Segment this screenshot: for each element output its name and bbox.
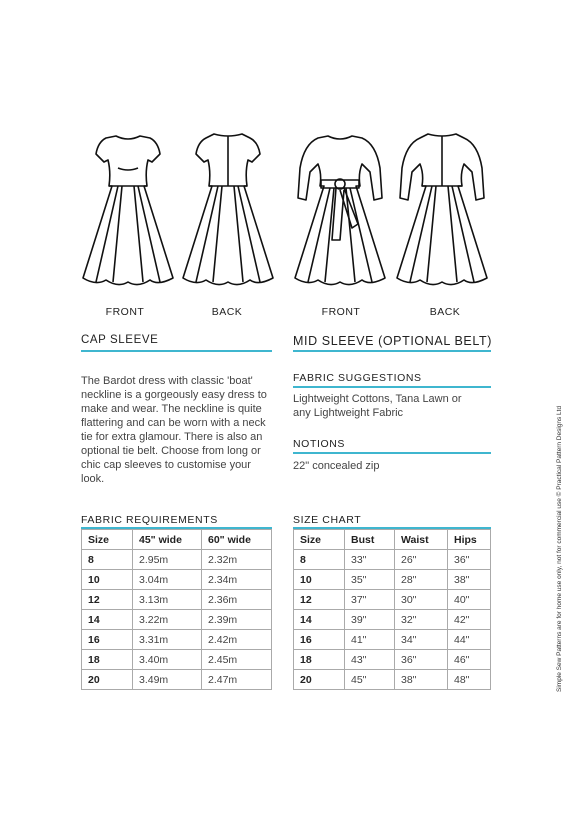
table-cell: 30": [395, 590, 448, 610]
table-cell: 2.95m: [133, 550, 202, 570]
table-cell: 3.49m: [133, 670, 202, 690]
cap-sleeve-heading: CAP SLEEVE: [81, 334, 159, 346]
table-cell: 35": [345, 570, 395, 590]
copyright-sidebar: [556, 372, 564, 692]
table-cell: 46": [448, 650, 491, 670]
table-row: [294, 670, 491, 690]
table-row: [82, 570, 272, 590]
table-cell: 2.47m: [202, 670, 272, 690]
cap-back-label: BACK: [211, 306, 243, 318]
size-cell: 14: [294, 610, 345, 630]
size-cell: 8: [82, 550, 133, 570]
header-cell: Size: [82, 530, 133, 550]
size-chart-table: [293, 529, 491, 690]
cap-sleeve-rule: [81, 350, 272, 352]
table-cell: 33": [345, 550, 395, 570]
table-cell: 45": [345, 670, 395, 690]
cap-sleeve-front-illustration: [78, 128, 178, 298]
fabric-suggestions-rule: [293, 386, 491, 388]
size-cell: 20: [294, 670, 345, 690]
table-cell: 36": [448, 550, 491, 570]
table-cell: 38": [395, 670, 448, 690]
table-cell: 42": [448, 610, 491, 630]
mid-sleeve-heading: MID SLEEVE (OPTIONAL BELT): [293, 334, 492, 348]
table-cell: 44": [448, 630, 491, 650]
table-cell: 2.36m: [202, 590, 272, 610]
size-cell: 8: [294, 550, 345, 570]
size-chart-heading: SIZE CHART: [293, 514, 362, 526]
mid-front-label: FRONT: [321, 306, 361, 318]
size-cell: 16: [294, 630, 345, 650]
table-cell: 3.40m: [133, 650, 202, 670]
table-cell: 43": [345, 650, 395, 670]
table-row: [82, 650, 272, 670]
table-row: [294, 630, 491, 650]
table-cell: 2.34m: [202, 570, 272, 590]
notions-rule: [293, 452, 491, 454]
mid-sleeve-rule: [293, 350, 491, 352]
fabric-requirements-table: [81, 529, 272, 690]
table-cell: 3.13m: [133, 590, 202, 610]
table-cell: 2.45m: [202, 650, 272, 670]
table-row: [294, 570, 491, 590]
table-cell: 32": [395, 610, 448, 630]
table-cell: 2.42m: [202, 630, 272, 650]
table-cell: 39": [345, 610, 395, 630]
size-cell: 20: [82, 670, 133, 690]
notions-heading: NOTIONS: [293, 438, 346, 450]
header-cell: Size: [294, 530, 345, 550]
table-cell: 28": [395, 570, 448, 590]
table-row: [82, 670, 272, 690]
table-cell: 38": [448, 570, 491, 590]
size-cell: 16: [82, 630, 133, 650]
table-cell: 34": [395, 630, 448, 650]
copyright-note: Simple Sew Patterns are for home use only, not for commercial use © Practical Pattern Designs Ltd: [556, 405, 563, 692]
header-cell: Bust: [345, 530, 395, 550]
table-header-row: [82, 530, 272, 550]
table-row: [294, 650, 491, 670]
table-row: [82, 610, 272, 630]
table-cell: 37": [345, 590, 395, 610]
mid-back-label: BACK: [429, 306, 461, 318]
mid-sleeve-front-illustration: [290, 128, 390, 298]
table-cell: 2.39m: [202, 610, 272, 630]
table-cell: 36": [395, 650, 448, 670]
header-cell: Hips: [448, 530, 491, 550]
mid-sleeve-back-illustration: [392, 128, 492, 298]
header-cell: 60" wide: [202, 530, 272, 550]
size-cell: 10: [82, 570, 133, 590]
fabric-suggestions-heading: FABRIC SUGGESTIONS: [293, 372, 422, 384]
table-row: [82, 590, 272, 610]
size-cell: 10: [294, 570, 345, 590]
table-cell: 40": [448, 590, 491, 610]
table-cell: 3.31m: [133, 630, 202, 650]
table-header-row: [294, 530, 491, 550]
table-row: [294, 550, 491, 570]
cap-sleeve-back-illustration: [178, 128, 278, 298]
table-cell: 2.32m: [202, 550, 272, 570]
size-cell: 12: [294, 590, 345, 610]
fabric-suggestions-text: Lightweight Cottons, Tana Lawn or any Lightweight Fabric: [293, 393, 462, 419]
table-cell: 3.22m: [133, 610, 202, 630]
header-cell: 45" wide: [133, 530, 202, 550]
description-text: The Bardot dress with classic 'boat' neckline is a gorgeously easy dress to make and wear. The neckline is quite flattering and can be worn with a neck tie for extra glamour. There is also an optional tie belt. Choose from long or chic cap sleeves to customise your look.: [81, 375, 267, 485]
header-cell: Waist: [395, 530, 448, 550]
table-row: [294, 610, 491, 630]
table-cell: 26": [395, 550, 448, 570]
table-row: [82, 630, 272, 650]
table-row: [294, 590, 491, 610]
table-cell: 41": [345, 630, 395, 650]
size-cell: 18: [82, 650, 133, 670]
table-cell: 48": [448, 670, 491, 690]
table-row: [82, 550, 272, 570]
table-cell: 3.04m: [133, 570, 202, 590]
cap-front-label: FRONT: [105, 306, 145, 318]
notions-text: 22" concealed zip: [293, 460, 380, 472]
size-cell: 18: [294, 650, 345, 670]
fabric-requirements-heading: FABRIC REQUIREMENTS: [81, 514, 218, 526]
size-cell: 12: [82, 590, 133, 610]
size-cell: 14: [82, 610, 133, 630]
